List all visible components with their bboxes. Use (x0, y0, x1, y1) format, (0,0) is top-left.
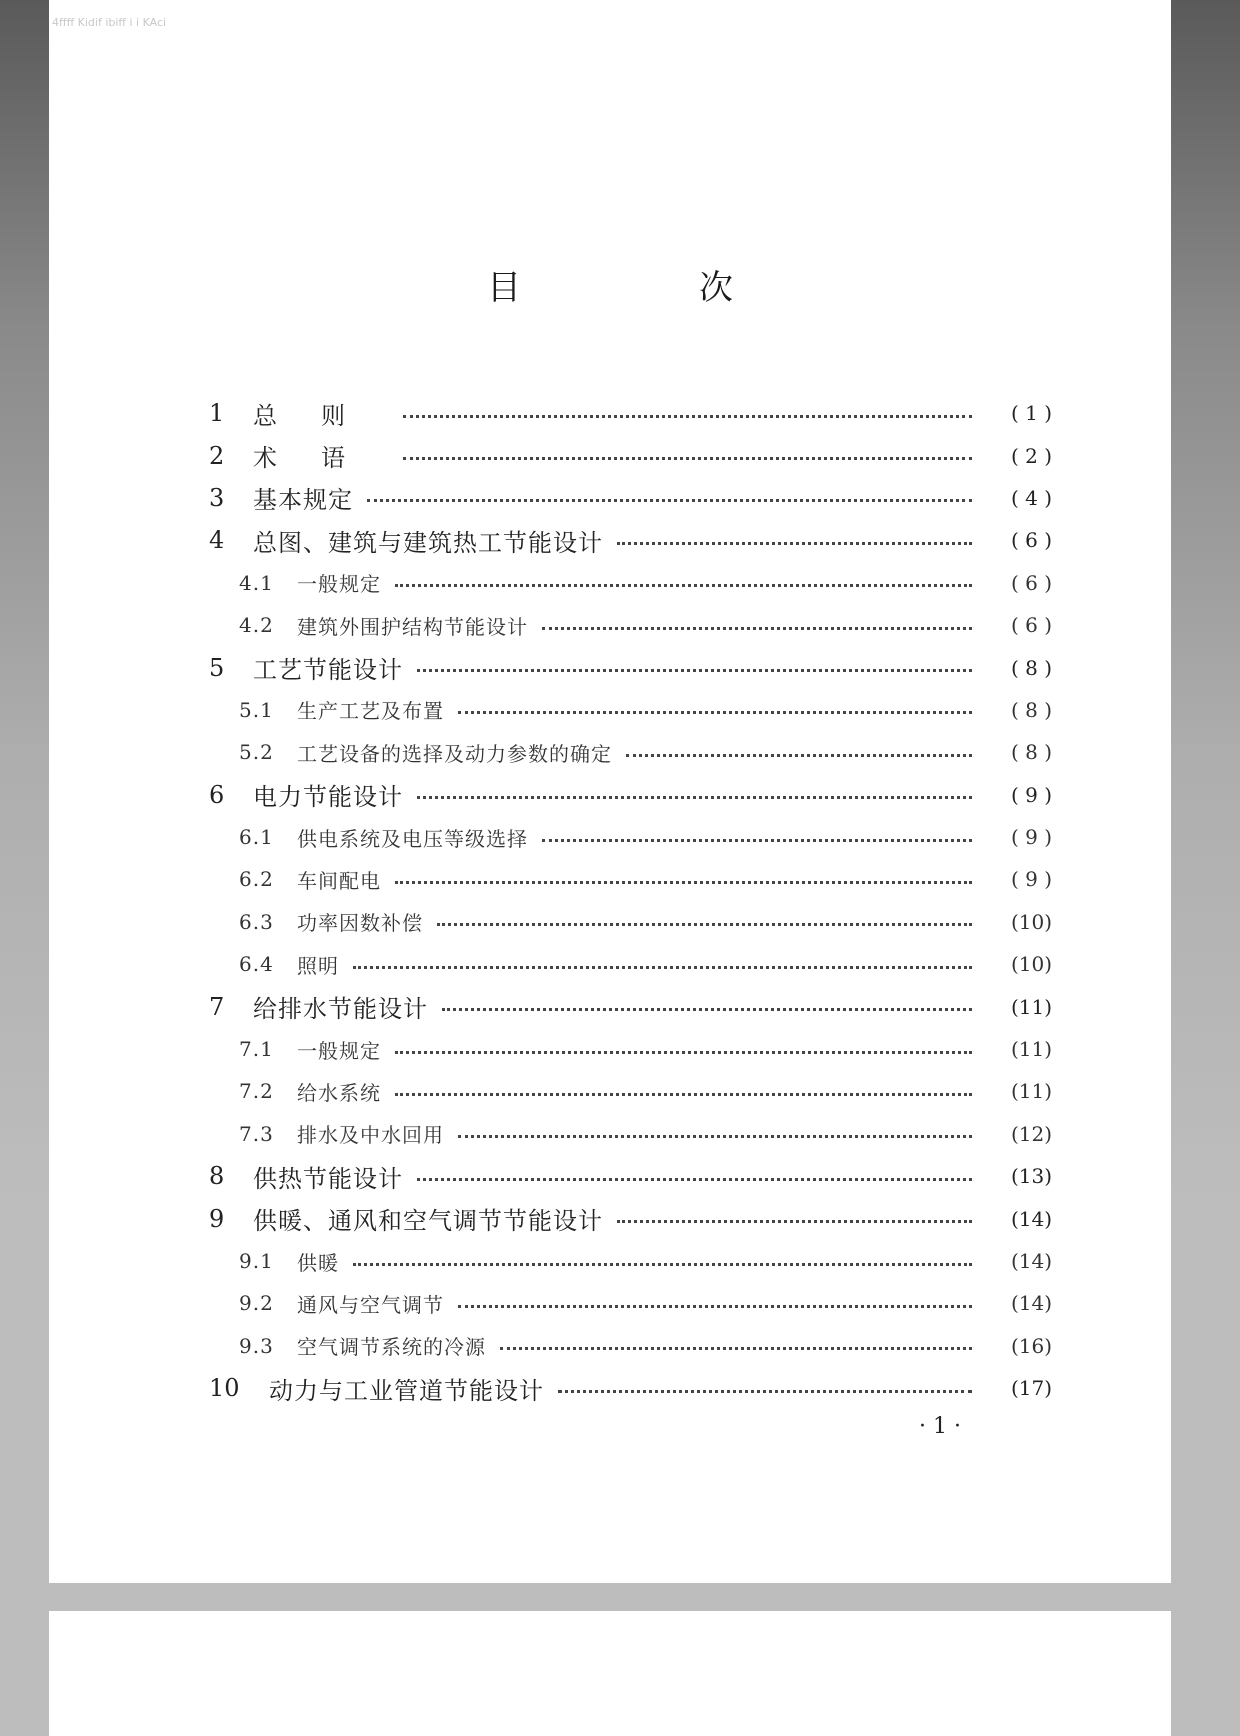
toc-entry-number: 3 (209, 483, 225, 512)
dot-leader (437, 923, 972, 926)
toc-entry-title: 供暖、通风和空气调节节能设计 (253, 1207, 603, 1236)
toc-entry[interactable] (209, 1028, 1052, 1070)
dot-leader (417, 1178, 972, 1181)
toc-entry-page: (11) (1010, 994, 1052, 1019)
toc-entry-title: 给排水节能设计 (253, 995, 428, 1024)
toc-entry-page: (11) (1010, 1079, 1052, 1104)
toc-entry-page: ( 9 ) (1010, 867, 1052, 892)
dot-leader (458, 1135, 972, 1138)
toc-entry-title: 空气调节系统的冷源 (297, 1335, 486, 1360)
toc-entry-page: ( 6 ) (1010, 570, 1052, 595)
toc-entry[interactable] (209, 1367, 1052, 1409)
toc-entry[interactable] (209, 1197, 1052, 1239)
dot-leader (367, 499, 972, 502)
toc-entry-number: 9.3 (239, 1333, 274, 1358)
dot-leader (395, 1093, 972, 1096)
dot-leader (542, 839, 972, 842)
toc-title: 目 次 (487, 268, 805, 308)
toc-entry-title: 车间配电 (297, 868, 381, 893)
toc-entry-title: 一般规定 (297, 1038, 381, 1063)
toc-entry-number: 10 (209, 1374, 240, 1403)
toc-entry-title: 总图、建筑与建筑热工节能设计 (253, 528, 603, 557)
toc-entry-page: (12) (1010, 1121, 1052, 1146)
toc-entry-number: 6 (209, 780, 225, 809)
dot-leader (403, 457, 972, 460)
dot-leader (558, 1390, 972, 1393)
toc-entry-page: (10) (1010, 952, 1052, 977)
toc-entry-number: 2 (209, 441, 225, 470)
toc-entry-page: (16) (1010, 1333, 1052, 1358)
document-page (49, 0, 1171, 1583)
dot-leader (617, 542, 972, 545)
toc-entry-page: ( 8 ) (1010, 740, 1052, 765)
dot-leader (458, 1305, 972, 1308)
toc-entry-page: (14) (1010, 1206, 1052, 1231)
dot-leader (353, 1263, 972, 1266)
toc-entry[interactable] (209, 519, 1052, 561)
toc-entry[interactable] (209, 1282, 1052, 1324)
toc-entry-title: 工艺设备的选择及动力参数的确定 (297, 741, 612, 766)
toc-entry-title: 供暖 (297, 1250, 339, 1275)
dot-leader (442, 1008, 972, 1011)
dot-leader (353, 966, 972, 969)
toc-entry-page: (17) (1010, 1376, 1052, 1401)
toc-entry[interactable] (209, 477, 1052, 519)
toc-entry-number: 6.4 (239, 952, 274, 977)
toc-entry-title: 动力与工业管道节能设计 (269, 1376, 544, 1405)
toc-entry-title: 一般规定 (297, 572, 381, 597)
toc-entry-page: ( 8 ) (1010, 697, 1052, 722)
toc-entry-page: ( 4 ) (1010, 485, 1052, 510)
dot-leader (617, 1220, 972, 1223)
toc-entry[interactable] (209, 604, 1052, 646)
toc-entry-page: (14) (1010, 1291, 1052, 1316)
toc-entry[interactable] (209, 943, 1052, 985)
toc-entry-title: 工艺节能设计 (253, 656, 403, 685)
toc-entry-number: 7.3 (239, 1121, 274, 1146)
toc-entry-number: 6.2 (239, 867, 274, 892)
toc-entry[interactable] (209, 1325, 1052, 1367)
toc-entry-title: 照明 (297, 953, 339, 978)
toc-entry-page: ( 1 ) (1010, 401, 1052, 426)
toc-entry[interactable] (209, 1240, 1052, 1282)
toc-entry[interactable] (209, 434, 1052, 476)
toc-entry[interactable] (209, 1113, 1052, 1155)
toc-entry-page: ( 2 ) (1010, 443, 1052, 468)
toc-entry-number: 1 (209, 399, 225, 428)
toc-entry[interactable] (209, 689, 1052, 731)
toc-entry-number: 8 (209, 1162, 225, 1191)
toc-entry-title: 排水及中水回用 (297, 1123, 444, 1148)
toc-entry-title: 供电系统及电压等级选择 (297, 826, 528, 851)
dot-leader (395, 1051, 972, 1054)
dot-leader (626, 754, 972, 757)
toc-entry-number: 9 (209, 1204, 225, 1233)
toc-entry[interactable] (209, 858, 1052, 900)
dot-leader (395, 881, 972, 884)
toc-entry-number: 4.1 (239, 570, 274, 595)
dot-leader (500, 1347, 972, 1350)
toc-entry-title: 给水系统 (297, 1080, 381, 1105)
toc-entry-page: ( 9 ) (1010, 782, 1052, 807)
toc-entry-number: 4.2 (239, 613, 274, 638)
toc-entry-number: 6.1 (239, 825, 274, 850)
dot-leader (458, 711, 972, 714)
toc-entry-page: ( 8 ) (1010, 655, 1052, 680)
toc-entry-title: 总则 (253, 401, 389, 430)
toc-entry-number: 6.3 (239, 909, 274, 934)
toc-entry-number: 9.2 (239, 1291, 274, 1316)
toc-entry-page: (11) (1010, 1037, 1052, 1062)
toc-entry-number: 7.1 (239, 1037, 274, 1062)
watermark-text: 4ffff Kidif ibiff i i KAci (52, 16, 167, 29)
dot-leader (542, 627, 972, 630)
toc-entry[interactable] (209, 774, 1052, 816)
toc-entry-title: 功率因数补偿 (297, 911, 423, 936)
toc-entry[interactable] (209, 1155, 1052, 1197)
toc-entry-title: 生产工艺及布置 (297, 699, 444, 724)
toc-entry-title: 通风与空气调节 (297, 1292, 444, 1317)
toc-entry-number: 9.1 (239, 1249, 274, 1273)
toc-entry[interactable] (209, 392, 1052, 434)
dot-leader (417, 796, 972, 799)
toc-entry-title: 基本规定 (253, 486, 353, 515)
toc-entry-number: 5 (209, 653, 225, 682)
dot-leader (417, 669, 972, 672)
toc-entry-title: 电力节能设计 (253, 783, 403, 812)
toc-entry-number: 5.1 (239, 697, 274, 722)
toc-entry-number: 4 (209, 526, 225, 555)
toc-entry-page: (14) (1010, 1249, 1052, 1273)
next-document-page (49, 1611, 1171, 1736)
toc-entry-title: 术语 (253, 444, 389, 473)
toc-entry[interactable] (209, 901, 1052, 943)
toc-entry[interactable] (209, 562, 1052, 604)
toc-entry[interactable] (209, 646, 1052, 688)
toc-entry-number: 7 (209, 992, 225, 1021)
toc-entry-number: 5.2 (239, 740, 274, 765)
toc-entry-page: (10) (1010, 909, 1052, 934)
dot-leader (403, 415, 972, 418)
toc-entry-page: (13) (1010, 1164, 1052, 1189)
page-number: · 1 · (919, 1414, 961, 1439)
toc-entry[interactable] (209, 816, 1052, 858)
toc-entry-title: 供热节能设计 (253, 1164, 403, 1193)
toc-entry-page: ( 6 ) (1010, 528, 1052, 553)
toc-entry-page: ( 6 ) (1010, 613, 1052, 638)
toc-entry-page: ( 9 ) (1010, 825, 1052, 850)
toc-entry[interactable] (209, 985, 1052, 1027)
table-of-contents (209, 392, 1052, 1409)
toc-entry-number: 7.2 (239, 1079, 274, 1104)
toc-entry-title: 建筑外围护结构节能设计 (297, 614, 528, 639)
toc-entry[interactable] (209, 731, 1052, 773)
dot-leader (395, 584, 972, 587)
toc-entry[interactable] (209, 1070, 1052, 1112)
